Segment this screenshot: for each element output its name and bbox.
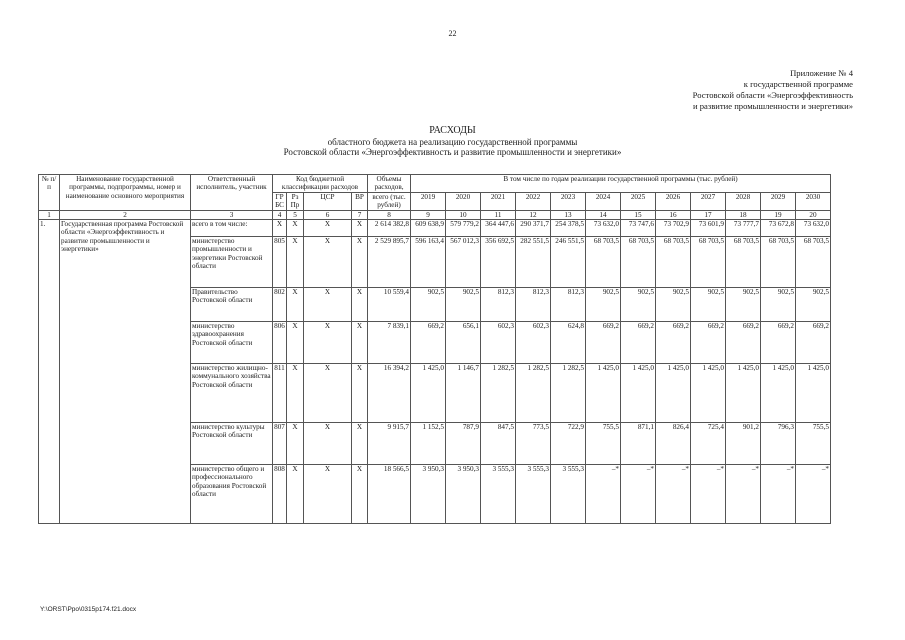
- year-value-cell: 773,5: [516, 423, 551, 465]
- year-value-cell: 787,9: [446, 423, 481, 465]
- column-number: 19: [761, 210, 796, 219]
- year-value-cell: 755,5: [586, 423, 621, 465]
- year-value-cell: 1 425,0: [586, 364, 621, 423]
- header-rzpr: Рз Пр: [287, 192, 304, 210]
- year-value-cell: 901,2: [726, 423, 761, 465]
- year-value-cell: 902,5: [761, 288, 796, 322]
- year-value-cell: 1 425,0: [796, 364, 831, 423]
- year-value-cell: 755,5: [796, 423, 831, 465]
- column-number: 13: [551, 210, 586, 219]
- header-year: 2026: [656, 192, 691, 210]
- year-value-cell: 3 950,3: [446, 465, 481, 524]
- header-year: 2027: [691, 192, 726, 210]
- grbs-cell: 802: [273, 288, 287, 322]
- year-value-cell: –*: [726, 465, 761, 524]
- year-value-cell: 1 425,0: [411, 364, 446, 423]
- appendix-line: к государственной программе: [743, 79, 853, 89]
- year-value-cell: 796,3: [761, 423, 796, 465]
- year-value-cell: 596 163,4: [411, 237, 446, 288]
- year-value-cell: 669,2: [761, 322, 796, 364]
- rzpr-cell: X: [287, 237, 304, 288]
- year-value-cell: 602,3: [481, 322, 516, 364]
- year-value-cell: 364 447,6: [481, 220, 516, 237]
- vr-cell: X: [352, 322, 368, 364]
- year-value-cell: 567 012,3: [446, 237, 481, 288]
- year-value-cell: 669,2: [691, 322, 726, 364]
- year-value-cell: 1 282,5: [516, 364, 551, 423]
- year-value-cell: –*: [656, 465, 691, 524]
- header-year: 2023: [551, 192, 586, 210]
- total-cell: 2 529 895,7: [368, 237, 411, 288]
- header-csr: ЦСР: [304, 192, 352, 210]
- title-line: Ростовской области «Энергоэффективность и развитие промышленности и энергетики»: [283, 147, 622, 157]
- year-value-cell: –*: [691, 465, 726, 524]
- header-year: 2028: [726, 192, 761, 210]
- executor-cell: всего в том числе:: [191, 220, 273, 237]
- rzpr-cell: X: [287, 288, 304, 322]
- total-cell: 7 839,1: [368, 322, 411, 364]
- rzpr-cell: X: [287, 465, 304, 524]
- year-value-cell: 68 703,5: [726, 237, 761, 288]
- year-value-cell: 624,8: [551, 322, 586, 364]
- total-cell: 10 559,4: [368, 288, 411, 322]
- column-number: 3: [191, 210, 273, 219]
- year-value-cell: 669,2: [656, 322, 691, 364]
- year-value-cell: 73 601,9: [691, 220, 726, 237]
- column-number: 6: [304, 210, 352, 219]
- column-number: 7: [352, 210, 368, 219]
- year-value-cell: 902,5: [446, 288, 481, 322]
- year-value-cell: 725,4: [691, 423, 726, 465]
- program-number: 1.: [39, 220, 60, 524]
- executor-cell: Правительство Ростовской области: [191, 288, 273, 322]
- executor-cell: министерство культуры Ростовской области: [191, 423, 273, 465]
- grbs-cell: 808: [273, 465, 287, 524]
- document-title: [0, 126, 905, 158]
- column-number: 1: [39, 210, 60, 219]
- year-value-cell: 1 425,0: [761, 364, 796, 423]
- total-cell: 16 394,2: [368, 364, 411, 423]
- executor-cell: министерство общего и профессионального образования Ростовской области: [191, 465, 273, 524]
- header-year: 2024: [586, 192, 621, 210]
- year-value-cell: 826,4: [656, 423, 691, 465]
- year-value-cell: 656,1: [446, 322, 481, 364]
- year-value-cell: 847,5: [481, 423, 516, 465]
- year-value-cell: 902,5: [621, 288, 656, 322]
- year-value-cell: 68 703,5: [761, 237, 796, 288]
- year-value-cell: 1 425,0: [691, 364, 726, 423]
- appendix-line: Ростовской области «Энергоэффективность: [692, 90, 853, 100]
- column-number: 18: [726, 210, 761, 219]
- year-value-cell: 68 703,5: [656, 237, 691, 288]
- grbs-cell: 811: [273, 364, 287, 423]
- year-value-cell: 73 672,8: [761, 220, 796, 237]
- year-value-cell: 579 779,2: [446, 220, 481, 237]
- header-year: 2030: [796, 192, 831, 210]
- rzpr-cell: X: [287, 364, 304, 423]
- year-value-cell: 871,1: [621, 423, 656, 465]
- total-cell: 18 566,5: [368, 465, 411, 524]
- header-total-sub: всего (тыс. рублей): [368, 192, 411, 210]
- column-number: 8: [368, 210, 411, 219]
- year-value-cell: 73 632,0: [586, 220, 621, 237]
- year-value-cell: 73 777,7: [726, 220, 761, 237]
- year-value-cell: –*: [621, 465, 656, 524]
- year-value-cell: –*: [761, 465, 796, 524]
- csr-cell: X: [304, 465, 352, 524]
- csr-cell: X: [304, 237, 352, 288]
- year-value-cell: 902,5: [691, 288, 726, 322]
- column-number: 4: [273, 210, 287, 219]
- rzpr-cell: X: [287, 220, 304, 237]
- year-value-cell: 254 378,5: [551, 220, 586, 237]
- year-value-cell: 73 632,0: [796, 220, 831, 237]
- header-year: 2019: [411, 192, 446, 210]
- year-value-cell: 902,5: [586, 288, 621, 322]
- header-year: 2021: [481, 192, 516, 210]
- executor-cell: министерство жилищно-коммунального хозяйства Ростовской области: [191, 364, 273, 423]
- year-value-cell: 282 551,5: [516, 237, 551, 288]
- appendix-line: и развитие промышленности и энергетики»: [692, 101, 853, 111]
- csr-cell: X: [304, 423, 352, 465]
- column-number: 16: [656, 210, 691, 219]
- grbs-cell: 807: [273, 423, 287, 465]
- vr-cell: X: [352, 288, 368, 322]
- vr-cell: X: [352, 465, 368, 524]
- program-name: Государственная программа Ростовской области «Энергоэффективность и развитие промышленности и энергетики»: [60, 220, 191, 524]
- year-value-cell: 73 702,9: [656, 220, 691, 237]
- year-value-cell: 669,2: [621, 322, 656, 364]
- grbs-cell: 805: [273, 237, 287, 288]
- csr-cell: X: [304, 220, 352, 237]
- year-value-cell: –*: [796, 465, 831, 524]
- table-body: [39, 220, 831, 524]
- year-value-cell: –*: [586, 465, 621, 524]
- year-value-cell: 68 703,5: [796, 237, 831, 288]
- column-number-row: [39, 210, 831, 219]
- header-num: № п/п: [39, 175, 60, 211]
- year-value-cell: 1 425,0: [726, 364, 761, 423]
- year-value-cell: 902,5: [411, 288, 446, 322]
- year-value-cell: 3 555,3: [551, 465, 586, 524]
- file-path-footer: Y:\ORST\Ppo\0315p174.f21.docx: [40, 606, 137, 613]
- year-value-cell: 1 282,5: [481, 364, 516, 423]
- header-grbs: ГР БС: [273, 192, 287, 210]
- year-value-cell: 1 425,0: [621, 364, 656, 423]
- column-number: 15: [621, 210, 656, 219]
- year-value-cell: 609 638,9: [411, 220, 446, 237]
- appendix-line: Приложение № 4: [790, 68, 853, 78]
- year-value-cell: 669,2: [586, 322, 621, 364]
- column-number: 12: [516, 210, 551, 219]
- rzpr-cell: X: [287, 322, 304, 364]
- year-value-cell: 1 425,0: [656, 364, 691, 423]
- total-cell: 9 915,7: [368, 423, 411, 465]
- year-value-cell: 246 551,5: [551, 237, 586, 288]
- page-number: 22: [448, 29, 457, 38]
- year-value-cell: 290 371,7: [516, 220, 551, 237]
- year-value-cell: 902,5: [656, 288, 691, 322]
- column-number: 10: [446, 210, 481, 219]
- year-value-cell: 812,3: [516, 288, 551, 322]
- column-number: 2: [60, 210, 191, 219]
- year-value-cell: 68 703,5: [586, 237, 621, 288]
- year-value-cell: 68 703,5: [621, 237, 656, 288]
- column-number: 11: [481, 210, 516, 219]
- vr-cell: X: [352, 423, 368, 465]
- grbs-cell: X: [273, 220, 287, 237]
- csr-cell: X: [304, 322, 352, 364]
- year-value-cell: 902,5: [726, 288, 761, 322]
- year-value-cell: 669,2: [411, 322, 446, 364]
- grbs-cell: 806: [273, 322, 287, 364]
- vr-cell: X: [352, 237, 368, 288]
- total-cell: 2 614 382,8: [368, 220, 411, 237]
- executor-cell: министерство здравоохранения Ростовской области: [191, 322, 273, 364]
- vr-cell: X: [352, 220, 368, 237]
- title-line: областного бюджета на реализацию государственной программы: [327, 136, 578, 147]
- year-value-cell: 1 152,5: [411, 423, 446, 465]
- header-executor: Ответственный исполнитель, участник: [191, 175, 273, 211]
- year-value-cell: 73 747,6: [621, 220, 656, 237]
- column-number: 20: [796, 210, 831, 219]
- expenses-table: [38, 174, 831, 524]
- year-value-cell: 1 146,7: [446, 364, 481, 423]
- year-value-cell: 669,2: [726, 322, 761, 364]
- header-year: 2025: [621, 192, 656, 210]
- year-value-cell: 3 950,3: [411, 465, 446, 524]
- column-number: 9: [411, 210, 446, 219]
- year-value-cell: 812,3: [551, 288, 586, 322]
- year-value-cell: 812,3: [481, 288, 516, 322]
- year-value-cell: 356 692,5: [481, 237, 516, 288]
- title-heading: РАСХОДЫ: [429, 125, 476, 136]
- executor-cell: министерство промышленности и энергетики Ростовской области: [191, 237, 273, 288]
- year-value-cell: 3 555,3: [481, 465, 516, 524]
- rzpr-cell: X: [287, 423, 304, 465]
- header-years-group: В том числе по годам реализации государственной программы (тыс. рублей): [411, 175, 831, 193]
- csr-cell: X: [304, 364, 352, 423]
- year-value-cell: 602,3: [516, 322, 551, 364]
- vr-cell: X: [352, 364, 368, 423]
- csr-cell: X: [304, 288, 352, 322]
- header-total: Объемы расходов,: [368, 175, 411, 193]
- year-value-cell: 669,2: [796, 322, 831, 364]
- column-number: 5: [287, 210, 304, 219]
- year-value-cell: 722,9: [551, 423, 586, 465]
- table-row: [39, 220, 831, 237]
- column-number: 17: [691, 210, 726, 219]
- header-year: 2020: [446, 192, 481, 210]
- header-name: Наименование государственной программы, подпрограммы, номер и наименование основного мероприятия: [60, 175, 191, 211]
- appendix-header: [693, 68, 853, 112]
- header-year: 2022: [516, 192, 551, 210]
- year-value-cell: 3 555,3: [516, 465, 551, 524]
- header-vr: ВР: [352, 192, 368, 210]
- year-value-cell: 1 282,5: [551, 364, 586, 423]
- header-row: [39, 175, 831, 193]
- header-budget-code: Код бюджетной классификации расходов: [273, 175, 368, 193]
- year-value-cell: 68 703,5: [691, 237, 726, 288]
- column-number: 14: [586, 210, 621, 219]
- header-year: 2029: [761, 192, 796, 210]
- year-value-cell: 902,5: [796, 288, 831, 322]
